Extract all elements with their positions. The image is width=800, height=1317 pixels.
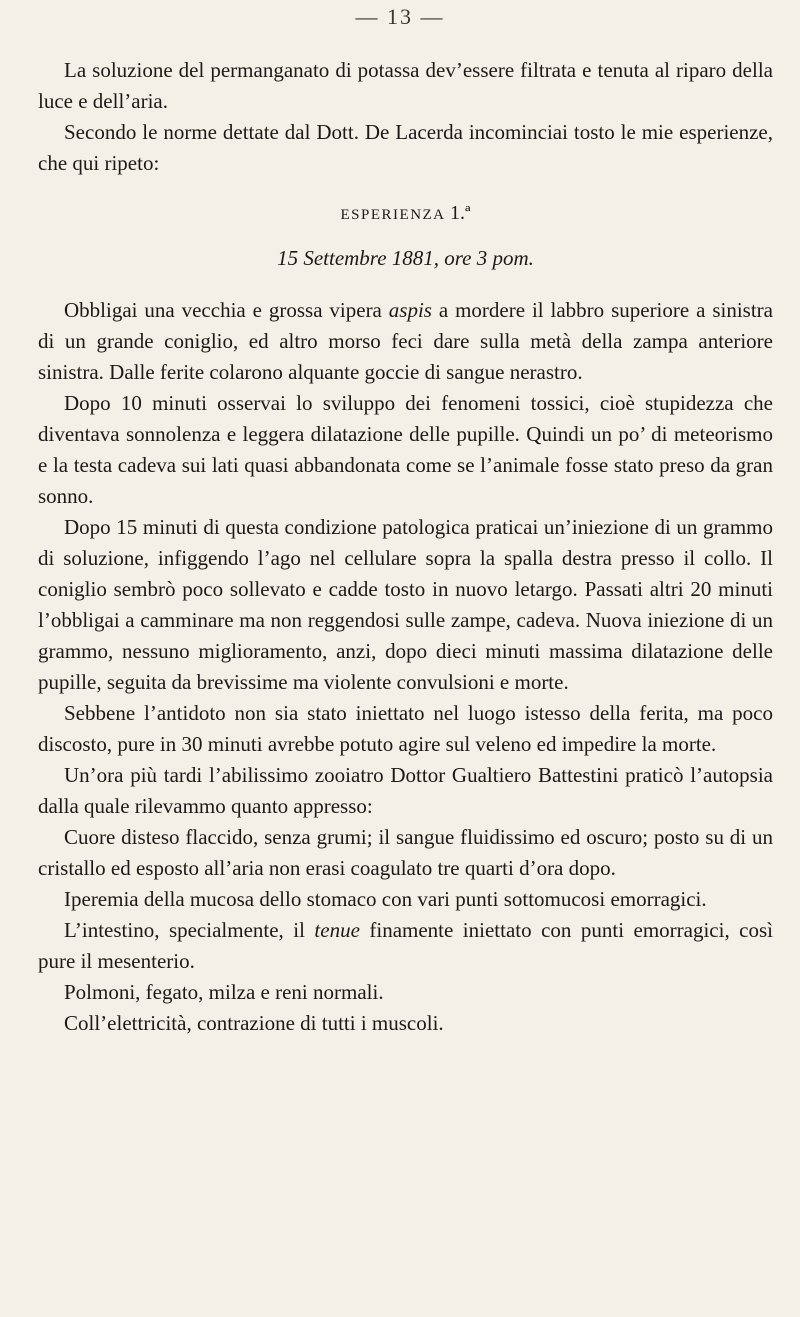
species-name: aspis [388, 298, 432, 322]
paragraph-intestine-text-a: L’intestino, specialmente, il [64, 918, 315, 942]
page-number: — 13 — [355, 4, 445, 29]
paragraph-heart: Cuore disteso flaccido, senza grumi; il sangue fluidissimo ed oscuro; posto su di un cristallo ed esposto all’aria non erasi coagulato tre quarti d’ora dopo. [38, 825, 773, 880]
experiment-label: ESPERIENZA [340, 207, 445, 223]
paragraph-antidote: Sebbene l’antidoto non sia stato iniettato nel luogo istesso della ferita, ma poco discosto, pure in 30 minuti avrebbe potuto agire sul veleno ed impedire la morte. [38, 701, 773, 756]
paragraph-autopsy: Un’ora più tardi l’abilissimo zooiatro Dottor Gualtiero Battestini praticò l’autopsia dalla quale rilevammo quanto appresso: [38, 763, 773, 818]
experiment-date: 15 Settembre 1881, ore 3 pom. [277, 246, 534, 270]
intro-paragraph-2: Secondo le norme dettate dal Dott. De Lacerda incominciai tosto le mie esperienze, che qui ripeto: [38, 120, 773, 175]
paragraph-bite-text-b: a mordere il labbro superiore a sinistra di un grande coniglio, ed altro morso feci dare sulla metà della zampa anteriore sinistra. Dalle ferite colarono alquante goccie di sangue nerastro. [38, 298, 773, 384]
paragraph-symptoms: Dopo 10 minuti osservai lo sviluppo dei fenomeni tossici, cioè stupidezza che diventava sonnolenza e leggera dilatazione delle pupille. Quindi un po’ di meteorismo e la testa cadeva sui lati quasi abbandonata come se l’animale fosse stato preso da gran sonno. [38, 391, 773, 508]
page-body [38, 55, 773, 1039]
paragraph-bite [38, 295, 773, 388]
paragraph-electricity: Coll’elettricità, contrazione di tutti i muscoli. [64, 1011, 444, 1035]
intestine-term: tenue [314, 918, 360, 942]
intro-paragraph-1: La soluzione del permanganato di potassa dev’essere filtrata e tenuta al riparo della luce e dell’aria. [38, 58, 773, 113]
experiment-number: 1.ª [449, 202, 471, 224]
paragraph-stomach: Iperemia della mucosa dello stomaco con vari punti sottomucosi emorragici. [64, 887, 707, 911]
paragraph-organs: Polmoni, fegato, milza e reni normali. [64, 980, 384, 1004]
paragraph-intestine [38, 915, 773, 977]
paragraph-injection: Dopo 15 minuti di questa condizione patologica praticai un’iniezione di un grammo di soluzione, infiggendo l’ago nel cellulare sopra la spalla destra presso il collo. Il coniglio sembrò poco sollevato e cadde tosto in nuovo letargo. Passati altri 20 minuti l’obbligai a camminare ma non reggendosi sulle zampe, cadeva. Nuova iniezione di un grammo, nessuno miglioramento, anzi, dopo dieci minuti massima dilatazione delle pupille, seguita da brevissime ma violente convulsioni e morte. [38, 515, 773, 694]
experiment-heading [38, 201, 773, 227]
paragraph-intestine-text-b: finamente iniettato con punti emorragici, così pure il mesenterio. [38, 918, 774, 973]
paragraph-bite-text-a: Obbligai una vecchia e grossa vipera [64, 298, 389, 322]
